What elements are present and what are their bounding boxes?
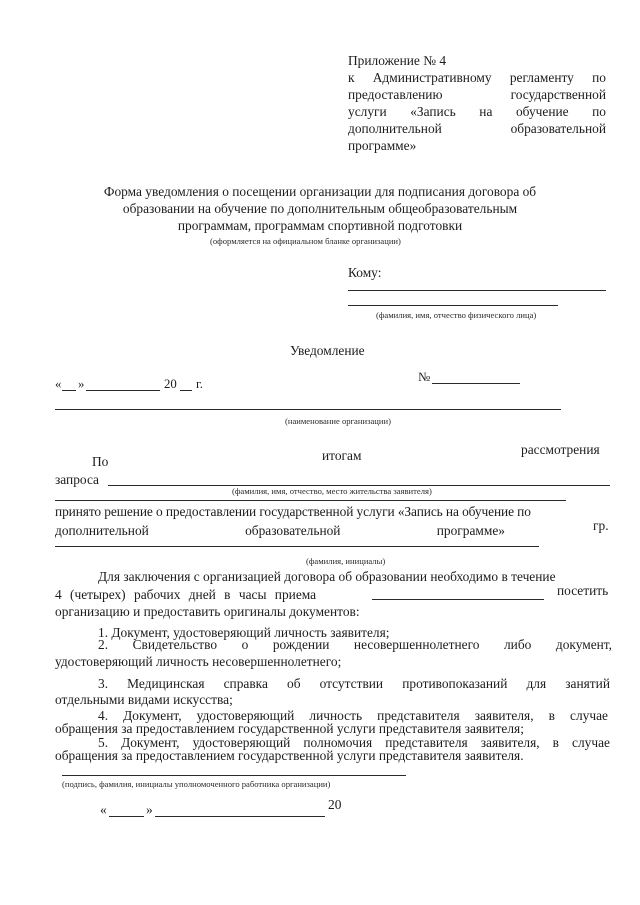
reception-hours-line: [372, 599, 544, 600]
appendix-block: [348, 52, 606, 154]
appendix-word: предоставлению: [348, 87, 443, 102]
doc-item-2b: удостоверяющий личность несовершеннолетнего;: [55, 654, 342, 669]
recipient-line-2: [348, 305, 558, 306]
signature-date-year: 20: [328, 797, 342, 812]
body-paragraph-3: организацию и предоставить оригиналы документов:: [55, 604, 360, 619]
appendix-line-4: услуги «Запись на обучение по: [348, 104, 606, 119]
notice-date-mid: »: [78, 377, 85, 391]
form-title-note: (оформляется на официальном бланке организации): [210, 236, 401, 246]
form-title-line-1: Форма уведомления о посещении организации для подписания договора об: [103, 184, 537, 199]
notice-number-line: [432, 383, 520, 384]
signature-line: [62, 775, 406, 776]
org-caption: (наименование организации): [285, 416, 391, 426]
decision-line-2: [55, 523, 505, 539]
notice-date-day-line: [62, 390, 76, 391]
appendix-line-6: программе»: [348, 138, 417, 153]
appendix-number: Приложение № 4: [348, 53, 447, 68]
signature-caption: (подпись, фамилия, инициалы уполномоченного работника организации): [62, 779, 331, 789]
doc-item-1: 1. Документ, удостоверяющий личность заявителя;: [98, 625, 390, 640]
notice-date-year-line: [180, 390, 192, 391]
doc-item-4b: обращения за предоставлением государственной услуги представителя заявителя;: [55, 721, 524, 736]
decision-word: программе»: [436, 523, 505, 538]
notice-date-month-line: [86, 390, 160, 391]
result-word-1: По: [92, 454, 109, 469]
body-paragraph-2a: 4 (четырех) рабочих дней в часы приема: [55, 587, 317, 602]
result-word-3: рассмотрения: [521, 442, 600, 457]
signature-date-month-line: [155, 816, 325, 817]
notice-date-year: 20: [164, 377, 177, 391]
request-label: запроса: [55, 472, 99, 487]
result-word-2: итогам: [322, 448, 362, 463]
body-paragraph-1: Для заключения с организацией договора об образовании необходимо в течение: [98, 569, 556, 584]
doc-item-2a: 2. Свидетельство о рождении несовершеннолетнего либо документ,: [98, 637, 612, 652]
decision-line-1: принято решение о предоставлении государственной услуги «Запись на обучение по: [55, 504, 531, 519]
request-line-2: [55, 500, 566, 501]
name-line: [55, 546, 539, 547]
doc-item-4a: 4. Документ, удостоверяющий личность представителя заявителя, в случае: [98, 708, 608, 723]
appendix-line-3: [348, 86, 606, 103]
name-caption: (фамилия, инициалы): [306, 556, 386, 566]
decision-word: дополнительной: [55, 523, 149, 538]
recipient-label: Кому:: [348, 265, 382, 280]
signature-date-mid: »: [146, 802, 153, 817]
signature-date-open: «: [100, 802, 107, 817]
appendix-line-5: [348, 120, 606, 137]
notice-date-open: «: [55, 377, 62, 391]
doc-item-3a: 3. Медицинская справка об отсутствии противопоказаний для занятий: [98, 676, 610, 691]
doc-item-5a: 5. Документ, удостоверяющий полномочия представителя заявителя, в случае: [98, 735, 610, 750]
form-title: [80, 183, 560, 234]
form-title-line-3: программам, программам спортивной подготовки: [177, 218, 463, 233]
form-title-line-2: образовании на обучение по дополнительным общеобразовательным: [122, 201, 518, 216]
appendix-line-2: к Административному регламенту по: [348, 70, 606, 85]
signature-date-day-line: [109, 816, 144, 817]
notice-number-sign: №: [418, 370, 431, 384]
appendix-word: государственной: [510, 87, 606, 102]
decision-gr: гр.: [593, 518, 609, 533]
doc-item-5b: обращения за предоставлением государственной услуги представителя заявителя.: [55, 748, 524, 763]
notice-date-end: г.: [196, 377, 204, 391]
appendix-word: образовательной: [510, 121, 606, 136]
org-name-line: [55, 409, 561, 410]
request-caption: (фамилия, имя, отчество, место жительства заявителя): [232, 486, 432, 496]
appendix-word: дополнительной: [348, 121, 442, 136]
recipient-caption: (фамилия, имя, отчество физического лица): [376, 310, 537, 320]
doc-item-3b: отдельными видами искусства;: [55, 692, 233, 707]
notice-heading: Уведомление: [290, 343, 365, 358]
recipient-line-1: [348, 290, 606, 291]
body-paragraph-2b: посетить: [557, 583, 609, 598]
decision-word: образовательной: [245, 523, 341, 538]
